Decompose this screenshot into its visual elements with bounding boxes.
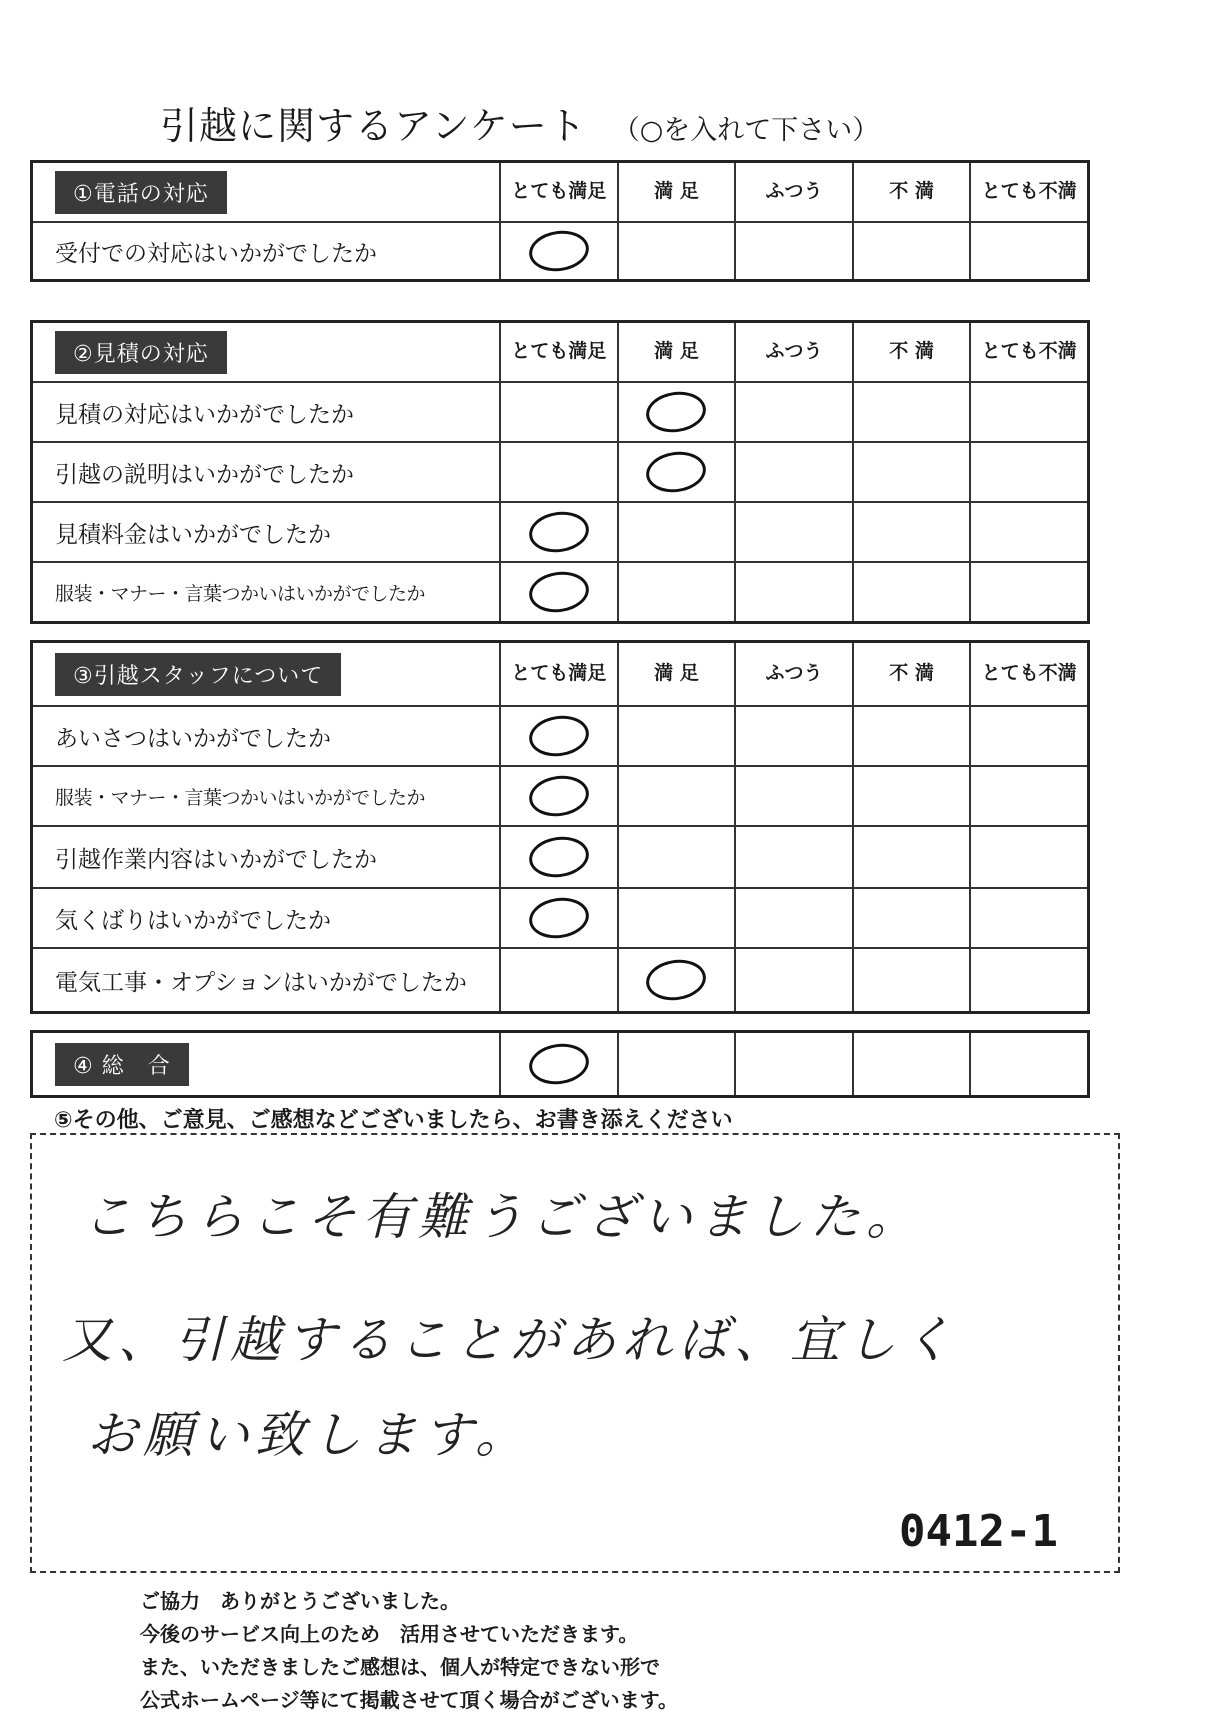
answer-option-3[interactable] [736, 827, 854, 887]
answer-option-4[interactable] [854, 1033, 972, 1095]
answer-option-5[interactable] [971, 889, 1087, 947]
choice-header: とても不満 [981, 180, 1077, 203]
footer-line: 今後のサービス向上のため 活用させていただきます。 [140, 1622, 639, 1646]
question-row [33, 383, 1087, 443]
answer-option-5[interactable] [971, 1033, 1087, 1095]
answer-option-4[interactable] [854, 949, 972, 1011]
answer-option-3[interactable] [736, 949, 854, 1011]
answer-option-4[interactable] [854, 563, 972, 621]
answer-option-3[interactable] [736, 503, 854, 561]
section-staff [30, 640, 1090, 1014]
answer-option-2[interactable] [619, 443, 737, 501]
answer-option-5[interactable] [971, 949, 1087, 1011]
footer-line: 公式ホームページ等にて掲載させて頂く場合がございます。 [140, 1688, 678, 1712]
answer-option-4[interactable] [854, 889, 972, 947]
question-text: 服装・マナー・言葉つかいはいかがでしたか [33, 563, 501, 621]
answer-option-5[interactable] [971, 827, 1087, 887]
question-row [33, 707, 1087, 767]
section-label: ①電話の対応 [55, 171, 227, 214]
choice-header: とても不満 [981, 340, 1077, 363]
answer-option-4[interactable] [854, 827, 972, 887]
answer-option-1[interactable] [501, 889, 619, 947]
section-label: ②見積の対応 [55, 331, 227, 374]
answer-option-1[interactable] [501, 563, 619, 621]
section-label: ③引越スタッフについて [55, 653, 341, 696]
form-code: 0412-1 [899, 1506, 1058, 1557]
selected-answer-circle [526, 1040, 591, 1088]
question-row [33, 443, 1087, 503]
answer-option-3[interactable] [736, 563, 854, 621]
choice-header: ふつう [736, 323, 854, 381]
question-row [33, 563, 1087, 621]
question-text: 引越作業内容はいかがでしたか [33, 827, 501, 887]
answer-option-2[interactable] [619, 949, 737, 1011]
footer-line: ご協力 ありがとうございました。 [140, 1589, 460, 1613]
question-text: 見積料金はいかがでしたか [33, 503, 501, 561]
question-text: 受付での対応はいかがでしたか [33, 223, 501, 279]
choice-header: 満 足 [619, 323, 737, 381]
footer-line: また、いただきましたご感想は、個人が特定できない形で [140, 1655, 660, 1679]
choice-header: 満 足 [619, 643, 737, 705]
choice-header: 満 足 [619, 163, 737, 221]
answer-option-4[interactable] [854, 707, 972, 765]
selected-answer-circle [644, 956, 709, 1004]
selected-answer-circle [526, 568, 591, 616]
section-header-row [33, 163, 1087, 223]
selected-answer-circle [526, 772, 591, 820]
answer-option-5[interactable] [971, 443, 1087, 501]
choice-header: 不 満 [854, 643, 972, 705]
answer-option-5[interactable] [971, 767, 1087, 825]
question-row [33, 827, 1087, 889]
section-overall [30, 1030, 1090, 1098]
choice-header: ふつう [736, 163, 854, 221]
comment-line: 又、引越することがあれば、宜しく [62, 1311, 958, 1369]
answer-option-2[interactable] [619, 383, 737, 441]
selected-answer-circle [526, 833, 591, 881]
footer-note [140, 1585, 678, 1717]
choice-header: とても満足 [501, 643, 619, 705]
overall-row [33, 1033, 1087, 1095]
answer-option-5[interactable] [971, 223, 1087, 279]
answer-option-3[interactable] [736, 1033, 854, 1095]
selected-answer-circle [526, 508, 591, 556]
answer-option-3[interactable] [736, 443, 854, 501]
selected-answer-circle [526, 712, 591, 760]
answer-option-1[interactable] [501, 503, 619, 561]
section-header-row [33, 643, 1087, 707]
answer-option-2[interactable] [619, 707, 737, 765]
question-row [33, 223, 1087, 279]
answer-option-5[interactable] [971, 707, 1087, 765]
comments-box[interactable] [30, 1133, 1120, 1573]
selected-answer-circle [526, 227, 591, 275]
section-label: ④ 総 合 [55, 1043, 189, 1086]
comment-line: お願い致します。 [87, 1406, 531, 1464]
answer-option-3[interactable] [736, 889, 854, 947]
selected-answer-circle [644, 448, 709, 496]
answer-option-2[interactable] [619, 889, 737, 947]
choice-header: とても満足 [501, 323, 619, 381]
section-header-row [33, 323, 1087, 383]
choice-header: 不 満 [854, 163, 972, 221]
answer-option-1[interactable] [501, 223, 619, 279]
answer-option-5[interactable] [971, 503, 1087, 561]
selected-answer-circle [644, 388, 709, 436]
choice-header: とても満足 [501, 163, 619, 221]
question-row [33, 949, 1087, 1011]
answer-option-3[interactable] [736, 767, 854, 825]
choice-header: ふつう [736, 643, 854, 705]
answer-option-4[interactable] [854, 443, 972, 501]
question-row [33, 767, 1087, 827]
question-text: 見積の対応はいかがでしたか [33, 383, 501, 441]
question-text: 電気工事・オプションはいかがでしたか [33, 949, 501, 1011]
comments-label: ⑤その他、ご意見、ご感想などございましたら、お書き添えください [54, 1108, 733, 1133]
answer-option-1[interactable] [501, 383, 619, 441]
answer-option-2[interactable] [619, 223, 737, 279]
answer-option-2[interactable] [619, 503, 737, 561]
question-text: 服装・マナー・言葉つかいはいかがでしたか [33, 767, 501, 825]
answer-option-2[interactable] [619, 563, 737, 621]
choice-header: 不 満 [854, 323, 972, 381]
survey-title: 引越に関するアンケート （○を入れて下さい） [160, 104, 880, 148]
answer-option-1[interactable] [501, 707, 619, 765]
comment-line: こちらこそ有難うございました。 [82, 1188, 922, 1246]
answer-option-1[interactable] [501, 1033, 619, 1095]
answer-option-2[interactable] [619, 767, 737, 825]
answer-option-3[interactable] [736, 223, 854, 279]
answer-option-1[interactable] [501, 443, 619, 501]
question-text: あいさつはいかがでしたか [33, 707, 501, 765]
section-phone [30, 160, 1090, 282]
answer-option-2[interactable] [619, 1033, 737, 1095]
answer-option-4[interactable] [854, 223, 972, 279]
question-text: 気くばりはいかがでしたか [33, 889, 501, 947]
selected-answer-circle [526, 894, 591, 942]
answer-option-3[interactable] [736, 383, 854, 441]
answer-option-4[interactable] [854, 503, 972, 561]
question-row [33, 889, 1087, 949]
answer-option-4[interactable] [854, 767, 972, 825]
answer-option-1[interactable] [501, 949, 619, 1011]
answer-option-2[interactable] [619, 827, 737, 887]
section-estimate [30, 320, 1090, 624]
choice-header: とても不満 [981, 662, 1077, 685]
answer-option-1[interactable] [501, 767, 619, 825]
answer-option-5[interactable] [971, 563, 1087, 621]
survey-instruction: （○を入れて下さい） [612, 115, 880, 146]
answer-option-4[interactable] [854, 383, 972, 441]
answer-option-3[interactable] [736, 707, 854, 765]
question-text: 引越の説明はいかがでしたか [33, 443, 501, 501]
question-row [33, 503, 1087, 563]
answer-option-5[interactable] [971, 383, 1087, 441]
answer-option-1[interactable] [501, 827, 619, 887]
